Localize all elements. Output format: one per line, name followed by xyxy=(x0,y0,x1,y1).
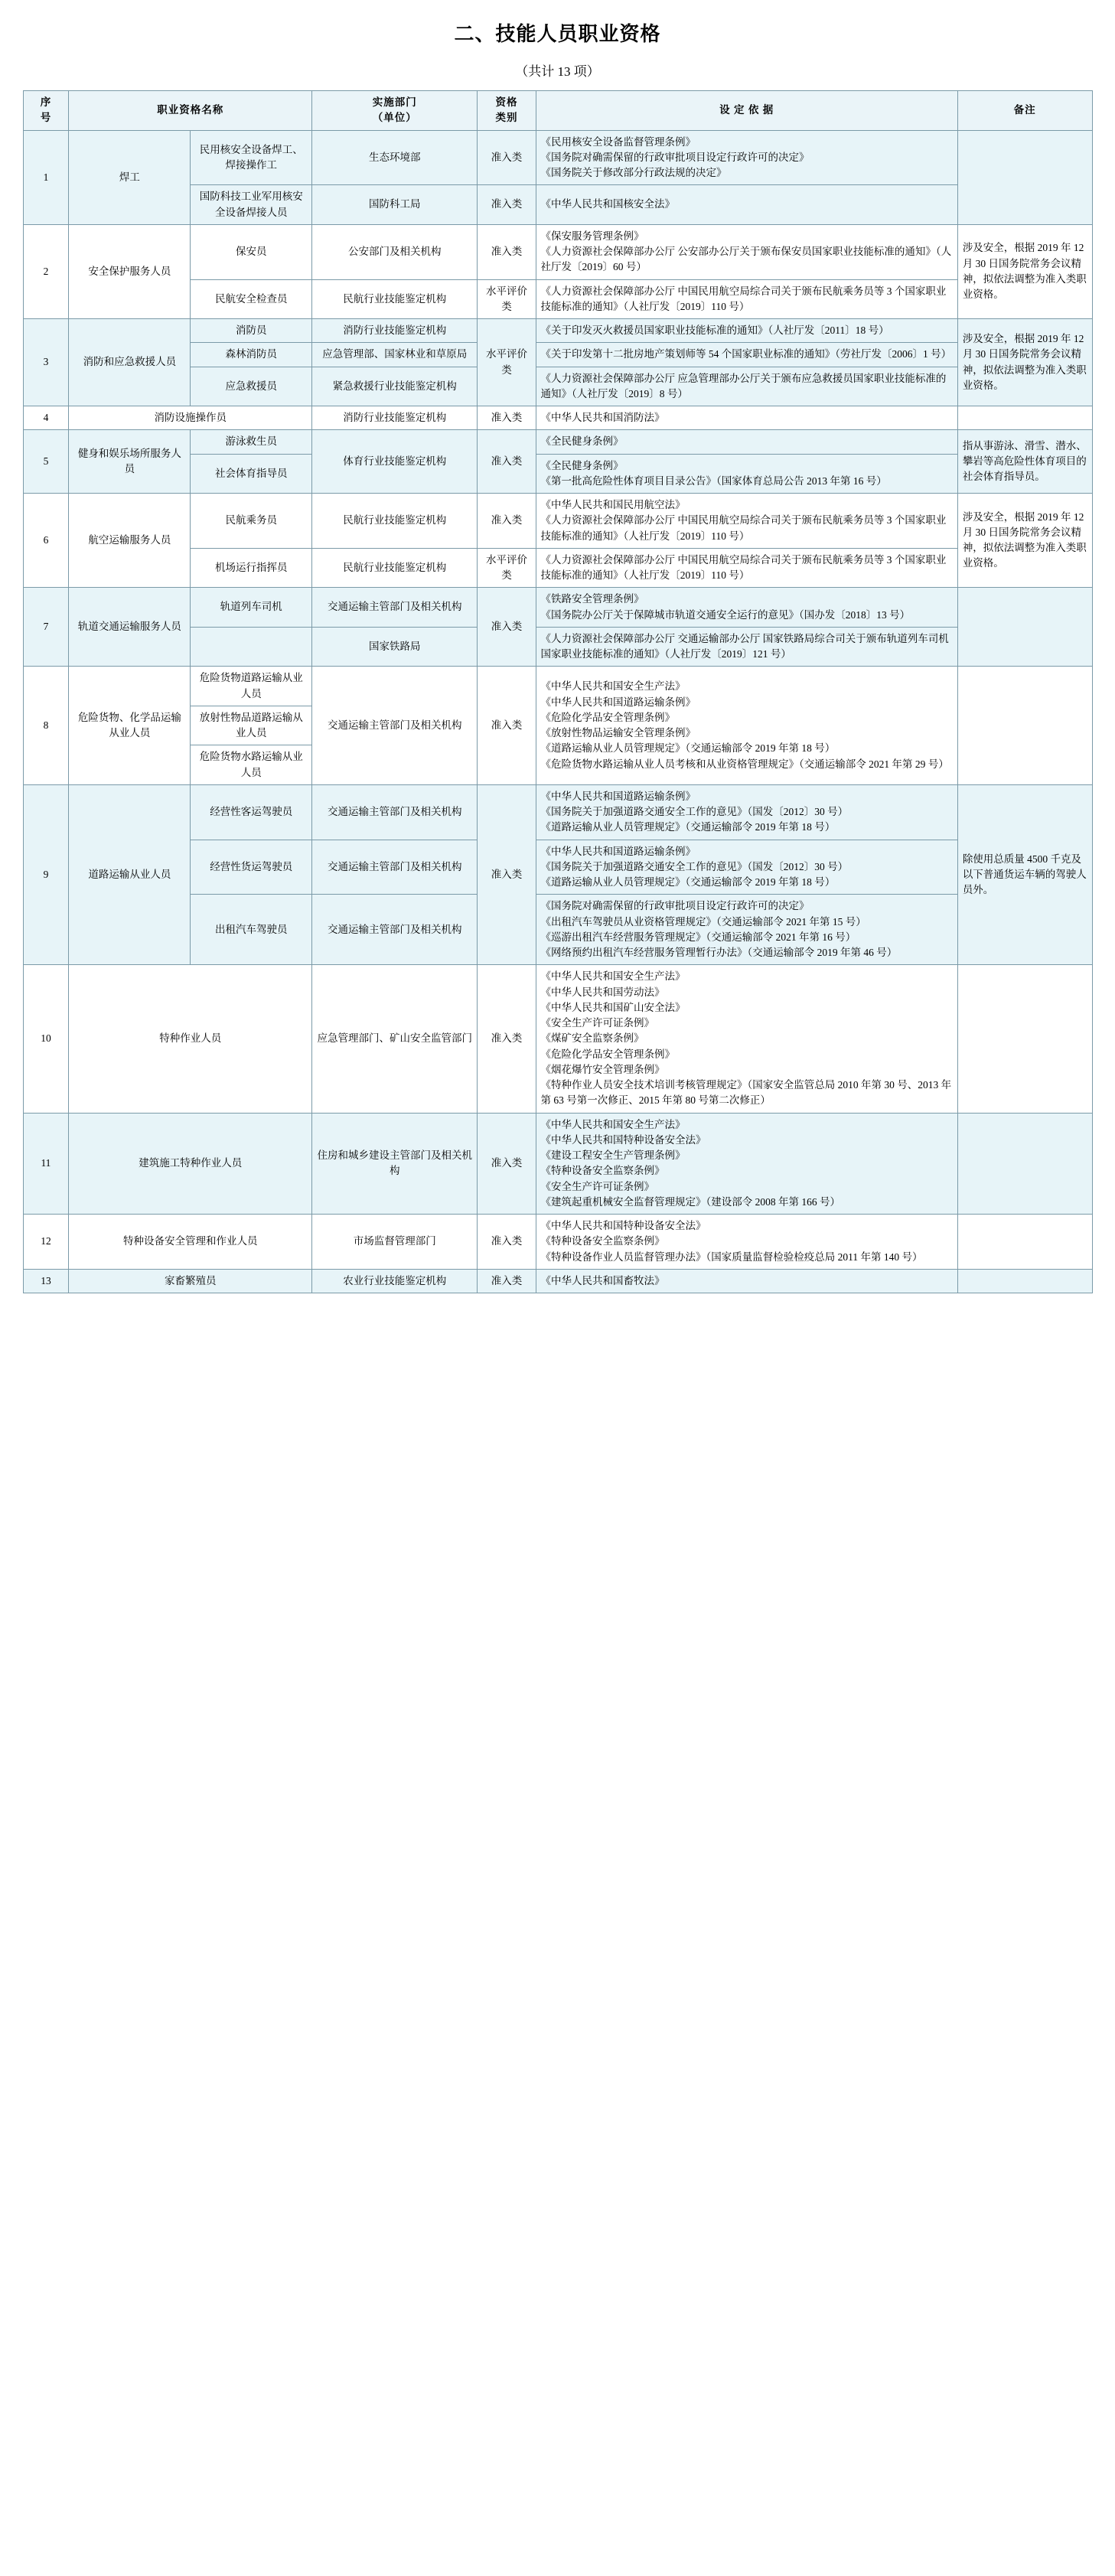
row-remark: 涉及安全，根据 2019 年 12 月 30 日国务院常务会议精神，拟依法调整为准入类职业资格。 xyxy=(957,224,1092,318)
row-type: 准入类 xyxy=(478,784,536,965)
row-type: 水平评价类 xyxy=(478,279,536,319)
row-type: 准入类 xyxy=(478,1113,536,1215)
table-row xyxy=(23,319,1092,343)
basis-item: 《人力资源社会保障部办公厅 中国民用航空局综合司关于颁布民航乘务员等 3 个国家职业技能标准的通知》（人社厅发〔2019〕110 号） xyxy=(540,514,947,542)
column-header-seq-line2: 号 xyxy=(40,112,52,124)
row-dept: 消防行业技能鉴定机构 xyxy=(312,406,478,430)
row-type: 准入类 xyxy=(478,130,536,185)
basis-item: 《人力资源社会保障部办公厅 交通运输部办公厅 国家铁路局综合司关于颁布轨道列车司机国家职业技能标准的通知》（人社厅发〔2019〕121 号） xyxy=(540,632,949,660)
basis-item: 《特种设备安全监察条例》 xyxy=(540,1165,665,1177)
table-row xyxy=(23,406,1092,430)
row-basis xyxy=(536,1215,957,1270)
table-row xyxy=(23,1215,1092,1270)
row-seq: 6 xyxy=(23,494,69,588)
basis-item: 《特种设备安全监察条例》 xyxy=(540,1235,665,1247)
basis-item: 《道路运输从业人员管理规定》（交通运输部令 2019 年第 18 号） xyxy=(540,876,836,888)
row-sub-name: 经营性货运驾驶员 xyxy=(191,840,312,895)
column-header-type-line2: 类别 xyxy=(495,112,518,124)
row-seq: 11 xyxy=(23,1113,69,1215)
basis-item: 《国务院办公厅关于保障城市轨道交通安全运行的意见》（国办发〔2018〕13 号） xyxy=(540,608,911,621)
table-row xyxy=(23,224,1092,279)
row-seq: 7 xyxy=(23,588,69,667)
row-dept: 民航行业技能鉴定机构 xyxy=(312,279,478,319)
column-header-seq xyxy=(23,91,69,131)
basis-item: 《巡游出租汽车经营服务管理规定》（交通运输部令 2021 年第 16 号） xyxy=(540,931,856,943)
row-basis xyxy=(536,343,957,367)
row-dept: 交通运输主管部门及相关机构 xyxy=(312,895,478,965)
basis-item: 《危险货物水路运输从业人员考核和从业资格管理规定》（交通运输部令 2021 年第 29 号） xyxy=(540,758,949,770)
column-header-dept xyxy=(312,91,478,131)
row-dept: 住房和城乡建设主管部门及相关机构 xyxy=(312,1113,478,1215)
basis-item: 《中华人民共和国安全生产法》 xyxy=(540,970,686,983)
row-sub-name: 出租汽车驾驶员 xyxy=(191,895,312,965)
row-type: 准入类 xyxy=(478,1215,536,1270)
basis-item: 《中华人民共和国民用航空法》 xyxy=(540,499,686,510)
row-dept: 应急管理部、国家林业和草原局 xyxy=(312,343,478,367)
row-seq: 8 xyxy=(23,667,69,785)
row-sub-name: 游泳救生员 xyxy=(191,430,312,454)
row-basis xyxy=(536,1269,957,1293)
row-group-name: 特种设备安全管理和作业人员 xyxy=(69,1215,312,1270)
basis-item: 《建设工程安全生产管理条例》 xyxy=(540,1149,686,1161)
basis-item: 《国务院关于加强道路交通安全工作的意见》（国发〔2012〕30 号） xyxy=(540,860,849,872)
row-group-name: 建筑施工特种作业人员 xyxy=(69,1113,312,1215)
row-dept: 国家铁路局 xyxy=(312,627,478,667)
row-group-name: 消防设施操作员 xyxy=(69,406,312,430)
row-basis xyxy=(536,279,957,319)
row-remark xyxy=(957,1113,1092,1215)
column-header-dept-line2: （单位） xyxy=(372,112,417,124)
row-sub-name: 放射性物品道路运输从业人员 xyxy=(191,706,312,745)
row-sub-name: 应急救援员 xyxy=(191,367,312,406)
row-sub-name: 机场运行指挥员 xyxy=(191,548,312,588)
row-basis xyxy=(536,548,957,588)
basis-item: 《烟花爆竹安全管理条例》 xyxy=(540,1063,665,1075)
row-dept: 体育行业技能鉴定机构 xyxy=(312,430,478,494)
row-type: 准入类 xyxy=(478,185,536,225)
row-basis xyxy=(536,965,957,1113)
row-basis xyxy=(536,840,957,895)
row-sub-name: 社会体育指导员 xyxy=(191,454,312,494)
row-sub-name: 危险货物水路运输从业人员 xyxy=(191,745,312,785)
column-header-type-line1: 资格 xyxy=(495,96,518,108)
row-group-name: 安全保护服务人员 xyxy=(69,224,191,318)
table-body xyxy=(23,130,1092,1293)
row-basis xyxy=(536,667,957,785)
basis-item: 《煤矿安全监察条例》 xyxy=(540,1032,644,1045)
row-type: 准入类 xyxy=(478,494,536,549)
basis-item: 《保安服务管理条例》 xyxy=(540,230,644,242)
row-group-name: 健身和娱乐场所服务人员 xyxy=(69,430,191,494)
row-group-name: 道路运输从业人员 xyxy=(69,784,191,965)
basis-item: 《第一批高危险性体育项目目录公告》（国家体育总局公告 2013 年第 16 号） xyxy=(540,474,887,487)
basis-item: 《铁路安全管理条例》 xyxy=(540,593,644,605)
basis-item: 《民用核安全设备监督管理条例》 xyxy=(540,135,696,148)
row-group-name: 消防和应急救援人员 xyxy=(69,319,191,406)
basis-item: 《全民健身条例》 xyxy=(540,459,624,471)
basis-item: 《放射性物品运输安全管理条例》 xyxy=(540,727,696,739)
basis-item: 《中华人民共和国消防法》 xyxy=(540,412,665,423)
row-remark xyxy=(957,1269,1092,1293)
table-row xyxy=(23,1269,1092,1293)
row-type: 准入类 xyxy=(478,667,536,785)
row-type: 准入类 xyxy=(478,406,536,430)
row-group-name: 特种作业人员 xyxy=(69,965,312,1113)
row-basis xyxy=(536,627,957,667)
row-type: 准入类 xyxy=(478,965,536,1113)
basis-item: 《人力资源社会保障部办公厅 公安部办公厅关于颁布保安员国家职业技能标准的通知》（人社厅发〔2019〕60 号） xyxy=(540,246,952,273)
row-remark: 指从事游泳、滑雪、潜水、攀岩等高危险性体育项目的社会体育指导员。 xyxy=(957,430,1092,494)
row-sub-name: 民用核安全设备焊工、焊接操作工 xyxy=(191,130,312,185)
row-basis xyxy=(536,185,957,225)
row-type: 准入类 xyxy=(478,430,536,494)
row-dept: 市场监督管理部门 xyxy=(312,1215,478,1270)
column-header-name: 职业资格名称 xyxy=(69,91,312,131)
row-dept: 交通运输主管部门及相关机构 xyxy=(312,784,478,840)
basis-item: 《危险化学品安全管理条例》 xyxy=(540,711,676,723)
row-seq: 10 xyxy=(23,965,69,1113)
basis-item: 《中华人民共和国核安全法》 xyxy=(540,198,676,210)
basis-item: 《人力资源社会保障部办公厅 中国民用航空局综合司关于颁布民航乘务员等 3 个国家职业技能标准的通知》（人社厅发〔2019〕110 号） xyxy=(540,285,947,312)
column-header-seq-line1: 序 xyxy=(40,96,52,108)
row-sub-name xyxy=(191,627,312,667)
table-row xyxy=(23,130,1092,185)
row-dept: 生态环境部 xyxy=(312,130,478,185)
row-group-name: 轨道交通运输服务人员 xyxy=(69,588,191,667)
row-dept: 应急管理部门、矿山安全监管部门 xyxy=(312,965,478,1113)
row-sub-name: 森林消防员 xyxy=(191,343,312,367)
row-basis xyxy=(536,406,957,430)
table-header-row xyxy=(23,91,1092,131)
row-basis xyxy=(536,895,957,965)
row-basis xyxy=(536,130,957,185)
row-basis xyxy=(536,224,957,279)
row-basis xyxy=(536,454,957,494)
row-sub-name: 危险货物道路运输从业人员 xyxy=(191,667,312,706)
basis-item: 《中华人民共和国劳动法》 xyxy=(540,986,665,998)
basis-item: 《出租汽车驾驶员从业资格管理规定》（交通运输部令 2021 年第 15 号） xyxy=(540,915,866,928)
row-basis xyxy=(536,494,957,549)
row-basis xyxy=(536,430,957,454)
row-dept: 民航行业技能鉴定机构 xyxy=(312,548,478,588)
basis-item: 《道路运输从业人员管理规定》（交通运输部令 2019 年第 18 号） xyxy=(540,742,836,755)
table-row xyxy=(23,1113,1092,1215)
row-basis xyxy=(536,367,957,406)
basis-item: 《关于印发灭火救援员国家职业技能标准的通知》（人社厅发〔2011〕18 号） xyxy=(540,324,889,336)
row-remark: 除使用总质量 4500 千克及以下普通货运车辆的驾驶人员外。 xyxy=(957,784,1092,965)
row-remark xyxy=(957,588,1092,667)
row-seq: 3 xyxy=(23,319,69,406)
basis-item: 《道路运输从业人员管理规定》（交通运输部令 2019 年第 18 号） xyxy=(540,821,836,833)
basis-item: 《国务院对确需保留的行政审批项目设定行政许可的决定》 xyxy=(540,151,810,163)
row-sub-name: 国防科技工业军用核安全设备焊接人员 xyxy=(191,185,312,225)
row-dept: 消防行业技能鉴定机构 xyxy=(312,319,478,343)
row-dept: 公安部门及相关机构 xyxy=(312,224,478,279)
basis-item: 《中华人民共和国特种设备安全法》 xyxy=(540,1133,706,1146)
row-basis xyxy=(536,784,957,840)
table-row xyxy=(23,588,1092,628)
row-type: 准入类 xyxy=(478,224,536,279)
row-type: 水平评价类 xyxy=(478,548,536,588)
row-dept: 国防科工局 xyxy=(312,185,478,225)
basis-item: 《中华人民共和国矿山安全法》 xyxy=(540,1001,686,1013)
basis-item: 《建筑起重机械安全监督管理规定》（建设部令 2008 年第 166 号） xyxy=(540,1195,841,1208)
row-type: 准入类 xyxy=(478,588,536,667)
basis-item: 《国务院关于修改部分行政法规的决定》 xyxy=(540,167,727,178)
row-remark: 涉及安全，根据 2019 年 12 月 30 日国务院常务会议精神，拟依法调整为准入类职业资格。 xyxy=(957,319,1092,406)
row-basis xyxy=(536,588,957,628)
page-subtitle: （共计 13 项） xyxy=(515,64,600,79)
basis-item: 《国务院关于加强道路交通安全工作的意见》（国发〔2012〕30 号） xyxy=(540,806,849,817)
basis-item: 《中华人民共和国畜牧法》 xyxy=(540,1274,665,1286)
row-sub-name: 消防员 xyxy=(191,319,312,343)
row-group-name: 家畜繁殖员 xyxy=(69,1269,312,1293)
row-dept: 交通运输主管部门及相关机构 xyxy=(312,667,478,785)
row-remark xyxy=(957,667,1092,785)
basis-item: 《网络预约出租汽车经营服务管理暂行办法》（交通运输部令 2019 年第 46 号） xyxy=(540,947,898,958)
table-row xyxy=(23,667,1092,706)
row-remark xyxy=(957,965,1092,1113)
table-header xyxy=(23,91,1092,131)
column-header-remark: 备注 xyxy=(957,91,1092,131)
basis-item: 《中华人民共和国特种设备安全法》 xyxy=(540,1220,706,1231)
row-sub-name: 民航安全检查员 xyxy=(191,279,312,319)
basis-item: 《中华人民共和国道路运输条例》 xyxy=(540,696,696,708)
row-remark xyxy=(957,130,1092,224)
basis-item: 《特种设备作业人员监督管理办法》（国家质量监督检验检疫总局 2011 年第 140 号） xyxy=(540,1251,923,1263)
row-remark xyxy=(957,406,1092,430)
row-group-name: 焊工 xyxy=(69,130,191,224)
column-header-dept-line1: 实施部门 xyxy=(372,96,417,108)
basis-item: 《全民健身条例》 xyxy=(540,435,624,448)
row-group-name: 危险货物、化学品运输从业人员 xyxy=(69,667,191,785)
basis-item: 《中华人民共和国道路运输条例》 xyxy=(540,790,696,802)
basis-item: 《危险化学品安全管理条例》 xyxy=(540,1048,676,1060)
row-sub-name: 轨道列车司机 xyxy=(191,588,312,628)
column-header-basis: 设 定 依 据 xyxy=(536,91,957,131)
row-seq: 9 xyxy=(23,784,69,965)
row-remark xyxy=(957,1215,1092,1270)
basis-item: 《中华人民共和国安全生产法》 xyxy=(540,680,686,693)
row-seq: 5 xyxy=(23,430,69,494)
row-seq: 4 xyxy=(23,406,69,430)
basis-item: 《中华人民共和国道路运输条例》 xyxy=(540,845,696,857)
basis-item: 《人力资源社会保障部办公厅 应急管理部办公厅关于颁布应急救援员国家职业技能标准的通知》（人社厅发〔2019〕8 号） xyxy=(540,372,947,399)
row-dept: 紧急救援行业技能鉴定机构 xyxy=(312,367,478,406)
basis-item: 《人力资源社会保障部办公厅 中国民用航空局综合司关于颁布民航乘务员等 3 个国家职业技能标准的通知》（人社厅发〔2019〕110 号） xyxy=(540,553,947,581)
row-seq: 1 xyxy=(23,130,69,224)
row-group-name: 航空运输服务人员 xyxy=(69,494,191,588)
row-dept: 交通运输主管部门及相关机构 xyxy=(312,588,478,628)
basis-item: 《安全生产许可证条例》 xyxy=(540,1017,655,1029)
row-type: 水平评价类 xyxy=(478,319,536,406)
row-seq: 13 xyxy=(23,1269,69,1293)
row-sub-name: 保安员 xyxy=(191,224,312,279)
table-row xyxy=(23,430,1092,454)
basis-item: 《特种作业人员安全技术培训考核管理规定》（国家安全监管总局 2010 年第 30 号、2013 年第 63 号第一次修正、2015 年第 80 号第二次修正） xyxy=(540,1079,952,1107)
column-header-type xyxy=(478,91,536,131)
table-row xyxy=(23,784,1092,840)
basis-item: 《关于印发第十二批房地产策划师等 54 个国家职业标准的通知》（劳社厅发〔2006〕1 号） xyxy=(540,348,952,360)
table-row xyxy=(23,965,1092,1113)
basis-item: 《中华人民共和国安全生产法》 xyxy=(540,1118,686,1130)
row-sub-name: 经营性客运驾驶员 xyxy=(191,784,312,840)
row-remark: 涉及安全，根据 2019 年 12 月 30 日国务院常务会议精神，拟依法调整为准入类职业资格。 xyxy=(957,494,1092,588)
row-type: 准入类 xyxy=(478,1269,536,1293)
row-seq: 2 xyxy=(23,224,69,318)
row-basis xyxy=(536,1113,957,1215)
row-basis xyxy=(536,319,957,343)
row-sub-name: 民航乘务员 xyxy=(191,494,312,549)
row-seq: 12 xyxy=(23,1215,69,1270)
basis-item: 《国务院对确需保留的行政审批项目设定行政许可的决定》 xyxy=(540,900,810,912)
row-dept: 农业行业技能鉴定机构 xyxy=(312,1269,478,1293)
row-dept: 民航行业技能鉴定机构 xyxy=(312,494,478,549)
row-dept: 交通运输主管部门及相关机构 xyxy=(312,840,478,895)
page-title: 二、技能人员职业资格 xyxy=(454,23,661,45)
qualification-table xyxy=(23,90,1093,1293)
basis-item: 《安全生产许可证条例》 xyxy=(540,1180,655,1192)
table-row xyxy=(23,494,1092,549)
